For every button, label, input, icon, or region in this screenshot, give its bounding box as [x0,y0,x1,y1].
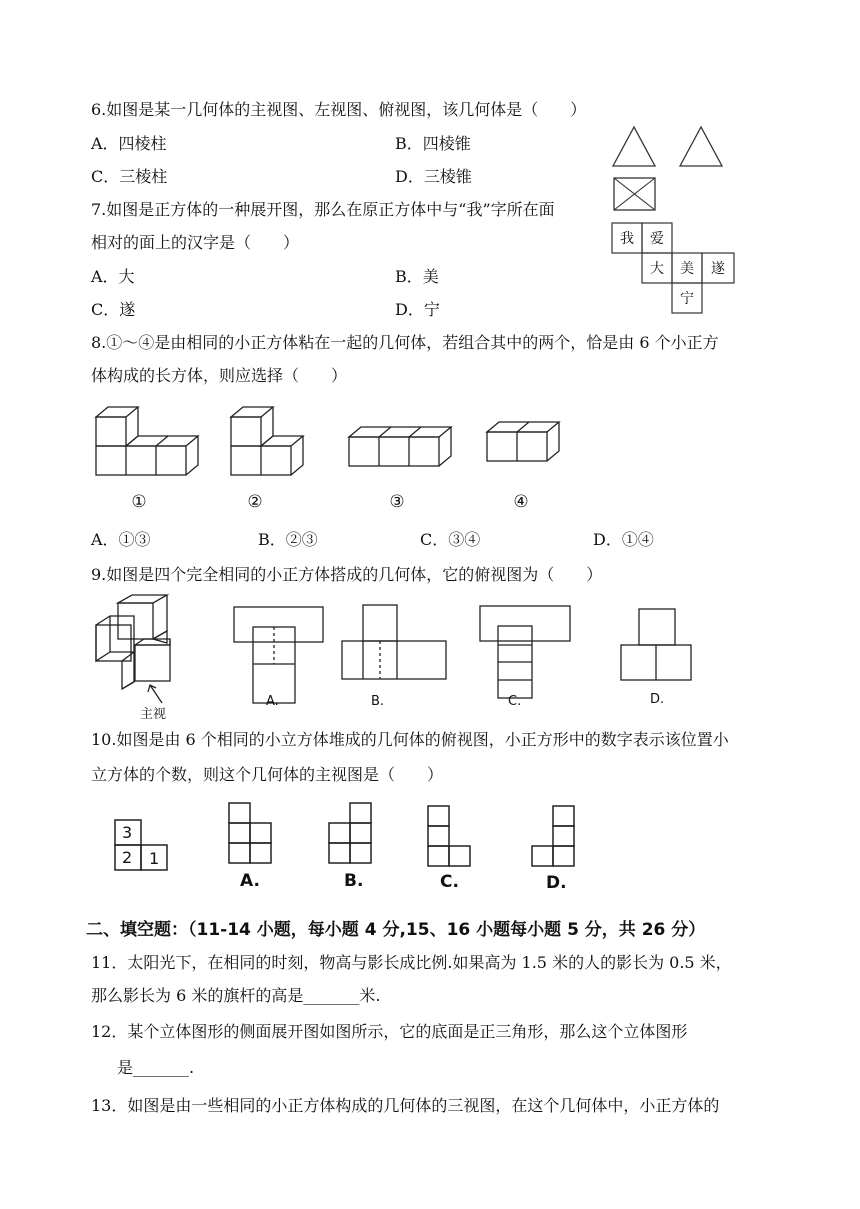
q10-label-b: B. [344,871,364,891]
q8-label-3: ③ [389,492,405,512]
q8-option-b[interactable]: B．②③ [258,530,318,549]
q10-option-b-figure [329,803,371,863]
q12-line2: 是_______. [117,1058,195,1077]
q8-option-c[interactable]: C．③④ [420,530,481,549]
q6-option-b[interactable]: B．四棱锥 [395,134,471,153]
q8-label-1: ① [131,492,147,512]
q7-option-d[interactable]: D．宁 [395,300,440,319]
q8-option-d[interactable]: D．①④ [593,530,654,549]
q7-option-a[interactable]: A．大 [91,267,135,286]
q9-front-view-arrow [148,685,162,703]
q9-front-view-label: 主视 [140,707,167,722]
q8-stem-line1: 8.①～④是由相同的小正方体粘在一起的几何体，若组合其中的两个，恰是由 6 个小正方 [91,333,719,352]
q7-net-cell-ai: 爱 [650,231,664,247]
q10-option-c-figure [428,806,470,866]
q7-option-b[interactable]: B．美 [395,267,439,286]
q10-label-c: C. [440,872,459,892]
q12-line1: 12．某个立体图形的侧面展开图如图所示，它的底面是正三角形，那么这个立体图形 [91,1022,688,1041]
q6-option-c[interactable]: C．三棱柱 [91,167,168,186]
q7-cube-net-figure [611,222,737,314]
q7-net-cell-da: 大 [650,261,664,277]
q7-net-cell-ning: 宁 [680,291,694,307]
q8-solid-3 [349,427,451,466]
q7-net-cell-sui: 遂 [711,261,725,277]
q10-label-a: A. [240,871,260,891]
q10-label-d: D. [546,873,567,893]
q6-front-view-triangle [613,127,655,166]
q8-solid-4 [487,422,559,461]
q8-stem-line2: 体构成的长方体，则应选择（ ） [91,366,348,385]
q10-top-view-and-options-figure [108,798,598,898]
q6-stem: 6.如图是某一几何体的主视图、左视图、俯视图，该几何体是（ ） [91,100,587,119]
q8-solid-2 [231,407,303,475]
section-2-heading: 二、填空题：（11-14 小题，每小题 4 分,15、16 小题每小题 5 分，共 26 分） [86,920,706,940]
q9-label-a: A. [266,694,279,709]
q9-label-c: C. [508,694,522,709]
q6-option-a[interactable]: A．四棱柱 [91,134,167,153]
q8-solid-1 [96,407,198,475]
q9-option-a-figure [234,607,323,703]
q8-option-a[interactable]: A．①③ [91,530,151,549]
q9-option-c-figure [480,606,570,698]
q9-option-d-figure [621,609,691,680]
q13-line1: 13．如图是由一些相同的小正方体构成的几何体的三视图，在这个几何体中，小正方体的 [91,1096,720,1115]
q11-line2: 那么影长为 6 米的旗杆的高是_______米. [91,986,381,1005]
q7-stem-line2: 相对的面上的汉字是（ ） [91,233,300,252]
q8-solids-figure [88,400,568,515]
q6-option-d[interactable]: D．三棱锥 [395,167,472,186]
q8-label-4: ④ [513,492,529,512]
q10-count-2: 2 [122,848,133,867]
q6-three-views-figure [608,122,728,214]
q9-label-b: B. [371,694,385,709]
q9-stacked-solid [96,595,170,689]
q8-label-2: ② [247,492,263,512]
q7-stem-line1: 7.如图是正方体的一种展开图，那么在原正方体中与“我”字所在面 [91,200,555,219]
q10-option-a-figure [229,803,271,863]
q7-net-cell-mei: 美 [680,261,694,277]
q6-left-view-triangle [680,127,722,166]
q10-count-3: 3 [122,823,133,842]
q9-option-b-figure [342,605,446,679]
q10-count-1: 1 [149,849,160,868]
q9-label-d: D. [650,692,665,707]
q10-option-d-figure [532,806,574,866]
q7-option-c[interactable]: C．遂 [91,300,136,319]
q10-stem-line1: 10.如图是由 6 个相同的小立方体堆成的几何体的俯视图，小正方形中的数字表示该位置小 [91,730,729,749]
q7-net-cell-wo: 我 [620,231,634,247]
q9-stem: 9.如图是四个完全相同的小正方体搭成的几何体，它的俯视图为（ ） [91,565,603,584]
q9-solid-and-options-figure [88,592,708,722]
q10-stem-line2: 立方体的个数，则这个几何体的主视图是（ ） [91,765,444,784]
q11-line1: 11．太阳光下，在相同的时刻，物高与影长成比例.如果高为 1.5 米的人的影长为 0.5 米， [91,953,732,972]
